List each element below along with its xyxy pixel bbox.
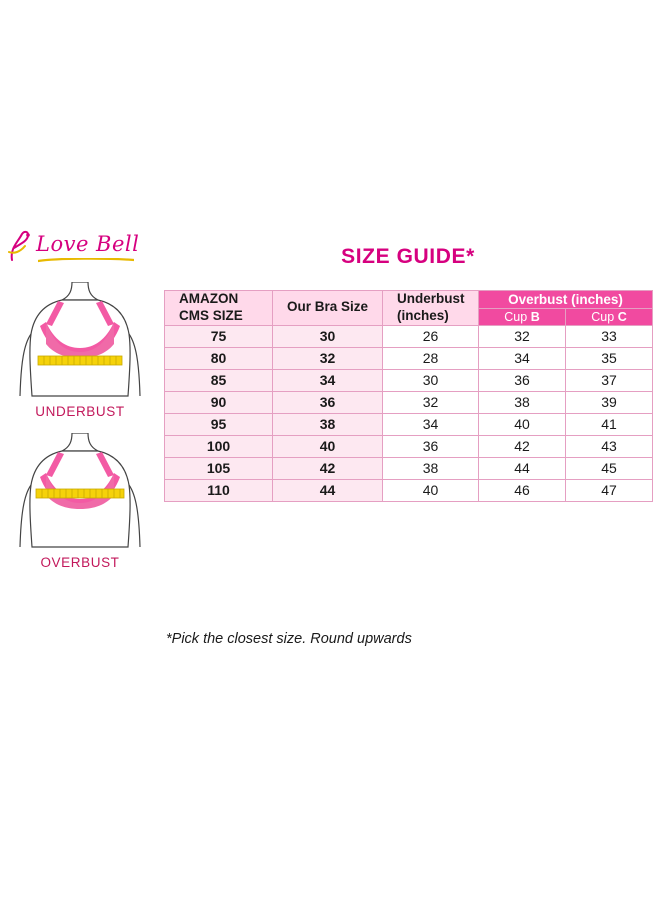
cell-bra-size: 32 xyxy=(273,347,383,369)
table-row xyxy=(165,479,653,501)
cell-underbust: 26 xyxy=(383,325,479,347)
cell-amazon-size: 100 xyxy=(165,435,273,457)
table-row xyxy=(165,347,653,369)
cell-underbust: 28 xyxy=(383,347,479,369)
illustration-column xyxy=(0,228,160,570)
overbust-caption: OVERBUST xyxy=(40,555,120,570)
amazon-cms-size-line1: AMAZON xyxy=(179,291,239,306)
cell-amazon-size: 105 xyxy=(165,457,273,479)
bra-underbust-measure-illustration xyxy=(10,282,150,400)
underbust-line1: Underbust xyxy=(397,291,465,306)
column-header-underbust xyxy=(383,291,479,326)
table-row xyxy=(165,435,653,457)
cell-amazon-size: 90 xyxy=(165,391,273,413)
cup-c-prefix: Cup xyxy=(591,309,618,324)
cell-cup-c: 47 xyxy=(566,479,653,501)
column-header-cup-c xyxy=(566,308,653,325)
cell-bra-size: 30 xyxy=(273,325,383,347)
cell-cup-b: 36 xyxy=(479,369,566,391)
cup-b-letter: B xyxy=(530,309,540,324)
cell-underbust: 32 xyxy=(383,391,479,413)
cup-b-prefix: Cup xyxy=(504,309,531,324)
underbust-figure xyxy=(0,282,160,419)
cell-cup-b: 46 xyxy=(479,479,566,501)
column-header-our-bra-size: Our Bra Size xyxy=(273,291,383,326)
flourish-logo-icon xyxy=(8,230,36,264)
cell-cup-b: 42 xyxy=(479,435,566,457)
size-table xyxy=(164,290,653,502)
cup-c-letter: C xyxy=(617,309,627,324)
cell-amazon-size: 95 xyxy=(165,413,273,435)
cell-underbust: 38 xyxy=(383,457,479,479)
overbust-figure xyxy=(0,433,160,570)
cell-underbust: 30 xyxy=(383,369,479,391)
cell-cup-c: 41 xyxy=(566,413,653,435)
underbust-line2: (inches) xyxy=(397,307,449,323)
page-title: SIZE GUIDE* xyxy=(341,245,475,268)
cell-cup-c: 37 xyxy=(566,369,653,391)
size-guide-footnote: *Pick the closest size. Round upwards xyxy=(166,631,412,647)
cell-bra-size: 36 xyxy=(273,391,383,413)
cell-cup-b: 34 xyxy=(479,347,566,369)
cell-cup-c: 43 xyxy=(566,435,653,457)
cell-cup-c: 39 xyxy=(566,391,653,413)
cell-bra-size: 44 xyxy=(273,479,383,501)
cell-amazon-size: 75 xyxy=(165,325,273,347)
cell-bra-size: 42 xyxy=(273,457,383,479)
cell-cup-c: 45 xyxy=(566,457,653,479)
cell-underbust: 36 xyxy=(383,435,479,457)
table-body xyxy=(165,325,653,501)
table-row xyxy=(165,369,653,391)
cell-cup-b: 44 xyxy=(479,457,566,479)
column-header-overbust: Overbust (inches) xyxy=(479,291,653,309)
brand-underline-icon xyxy=(38,258,134,263)
table-row xyxy=(165,325,653,347)
underbust-caption: UNDERBUST xyxy=(35,404,125,419)
amazon-cms-size-line2: CMS SIZE xyxy=(179,307,243,323)
cell-amazon-size: 80 xyxy=(165,347,273,369)
brand-logo xyxy=(6,228,160,274)
table-header-row-1 xyxy=(165,291,653,309)
size-table-container xyxy=(164,290,652,502)
cell-cup-c: 33 xyxy=(566,325,653,347)
table-header xyxy=(165,291,653,326)
table-row xyxy=(165,391,653,413)
cell-amazon-size: 110 xyxy=(165,479,273,501)
cell-cup-b: 32 xyxy=(479,325,566,347)
table-row xyxy=(165,413,653,435)
bra-overbust-measure-illustration xyxy=(10,433,150,551)
cell-underbust: 34 xyxy=(383,413,479,435)
column-header-amazon-cms-size xyxy=(165,291,273,326)
brand-name: Love Bell xyxy=(36,232,140,256)
cell-amazon-size: 85 xyxy=(165,369,273,391)
cell-bra-size: 34 xyxy=(273,369,383,391)
cell-cup-c: 35 xyxy=(566,347,653,369)
cell-bra-size: 40 xyxy=(273,435,383,457)
cell-bra-size: 38 xyxy=(273,413,383,435)
table-row xyxy=(165,457,653,479)
cell-cup-b: 38 xyxy=(479,391,566,413)
cell-cup-b: 40 xyxy=(479,413,566,435)
cell-underbust: 40 xyxy=(383,479,479,501)
column-header-cup-b xyxy=(479,308,566,325)
